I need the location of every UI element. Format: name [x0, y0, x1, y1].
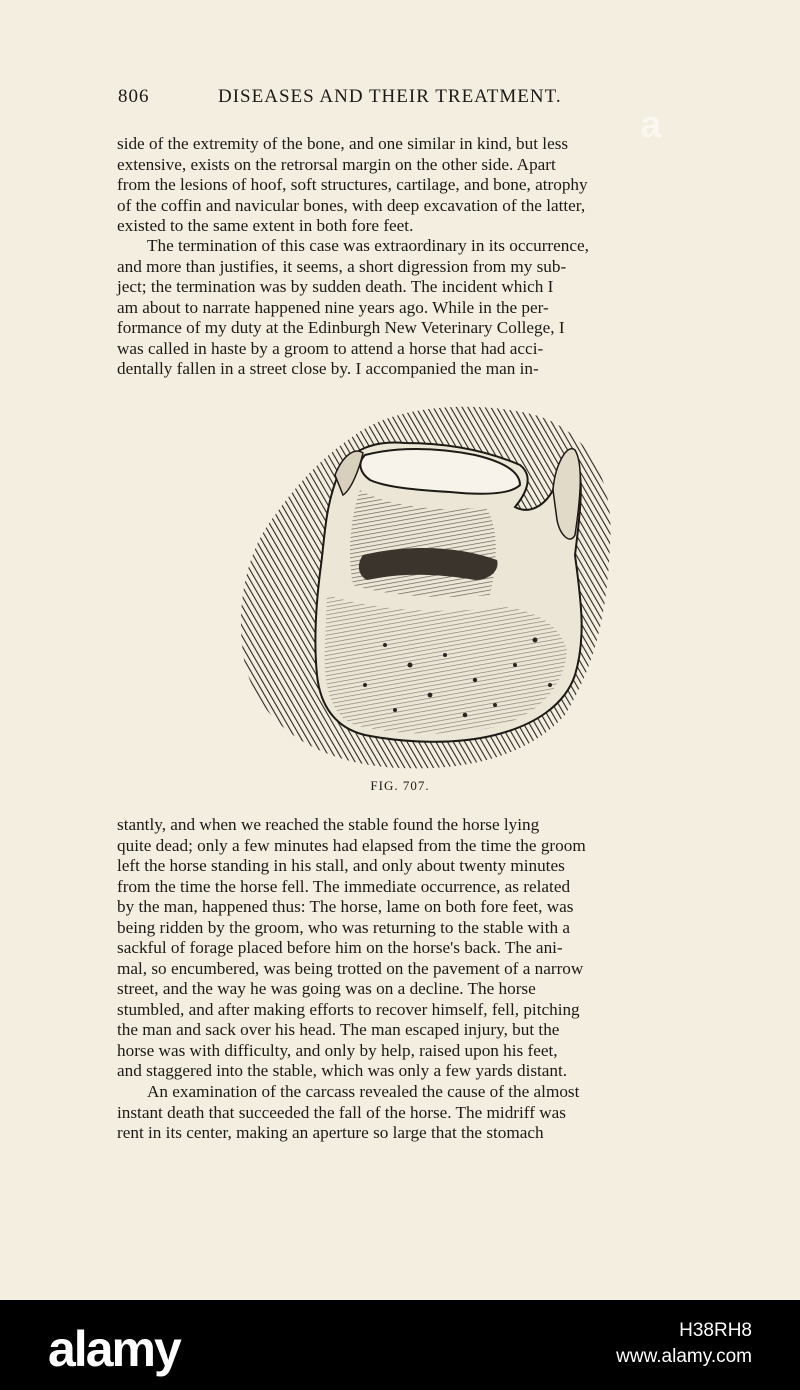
page-number: 806	[118, 86, 150, 107]
text-line: rent in its center, making an aperture so large that the stomach	[117, 1123, 544, 1142]
text-line: The termination of this case was extraordinary in its occurrence,	[147, 236, 589, 255]
bone-engraving-figure	[235, 395, 615, 773]
text-line: formance of my duty at the Edinburgh New Veterinary College, I	[117, 318, 565, 337]
alamy-logo: alamy	[48, 1321, 180, 1377]
text-line: stumbled, and after making efforts to recover himself, fell, pitching	[117, 999, 580, 1019]
running-head: DISEASES AND THEIR TREATMENT.	[218, 86, 562, 107]
text-line: An examination of the carcass revealed the cause of the almost	[147, 1082, 580, 1101]
text-line: horse was with difficulty, and only by help, raised upon his feet,	[117, 1040, 558, 1060]
text-line: left the horse standing in his stall, and only about twenty minutes	[117, 856, 565, 875]
text-line: stantly, and when we reached the stable found the horse lying	[117, 815, 540, 834]
text-line: was called in haste by a groom to attend a horse that had acci-	[117, 338, 544, 358]
image-id: H38RH8	[679, 1320, 752, 1341]
text-line: from the time the horse fell. The immediate occurrence, as related	[117, 876, 571, 896]
figure-caption: FIG. 707.	[370, 778, 430, 793]
text-line: side of the extremity of the bone, and one similar in kind, but less	[117, 134, 569, 153]
text-line: instant death that succeeded the fall of the horse. The midriff was	[117, 1102, 566, 1122]
text-line: being ridden by the groom, who was returning to the stable with a	[117, 917, 570, 937]
text-line: dentally fallen in a street close by. I accompanied the man in-	[117, 359, 539, 378]
text-line: extensive, exists on the retrorsal margin on the other side. Apart	[117, 154, 556, 174]
image-id-block	[616, 1318, 752, 1370]
text-line: mal, so encumbered, was being trotted on the pavement of a narrow	[117, 958, 584, 978]
text-line: the man and sack over his head. The man escaped injury, but the	[117, 1020, 560, 1039]
paragraph-3	[117, 815, 727, 1082]
stock-footer-bar	[0, 1300, 800, 1390]
text-line: street, and the way he was going was on a decline. The horse	[117, 979, 536, 998]
page-header	[118, 86, 728, 112]
watermark-logo: a	[640, 104, 661, 146]
text-line: am about to narrate happened nine years ago. While in the per-	[117, 297, 549, 317]
text-line: and more than justifies, it seems, a short digression from my sub-	[117, 256, 567, 276]
text-line: by the man, happened thus: The horse, lame on both fore feet, was	[117, 897, 574, 916]
paragraph-4	[117, 1082, 727, 1144]
text-line: from the lesions of hoof, soft structures, cartilage, and bone, atrophy	[117, 175, 588, 194]
text-line: sackful of forage placed before him on the horse's back. The ani-	[117, 938, 563, 957]
text-line: quite dead; only a few minutes had elapsed from the time the groom	[117, 835, 586, 855]
site-url[interactable]: www.alamy.com	[616, 1346, 752, 1367]
text-line: existed to the same extent in both fore feet.	[117, 216, 414, 235]
paragraph-2	[117, 236, 727, 380]
paragraph-1	[117, 134, 727, 237]
text-line: ject; the termination was by sudden death. The incident which I	[117, 277, 554, 296]
text-line: of the coffin and navicular bones, with deep excavation of the latter,	[117, 195, 586, 215]
text-line: and staggered into the stable, which was only a few yards distant.	[117, 1061, 568, 1080]
